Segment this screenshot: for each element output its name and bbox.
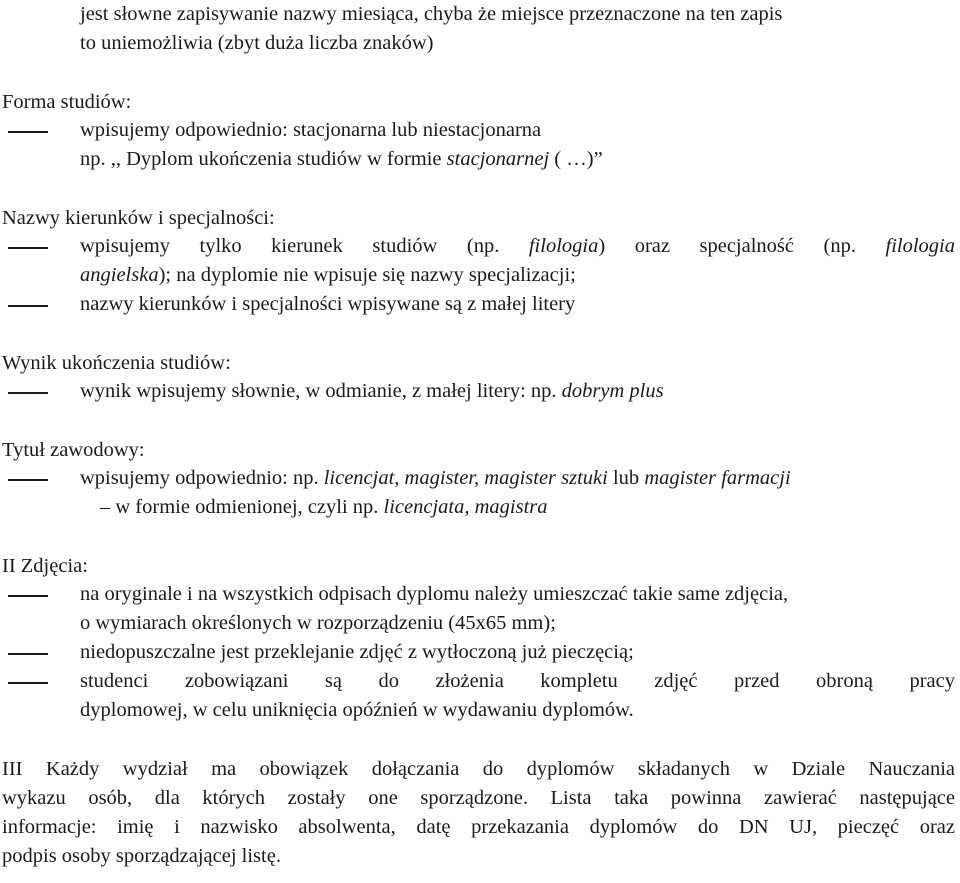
tytul-item-1-line-1: wpisujemy odpowiednio: np. licencjat, magister, magister sztuki lub magister farmacji <box>80 467 791 489</box>
bullet-dash <box>8 653 48 655</box>
kierunki-item-1-line-1: wpisujemy tylko kierunek studiów (np. filologia) oraz specjalność (np. filologia <box>80 235 955 257</box>
bullet-dash <box>8 595 48 597</box>
heading-tytul: Tytuł zawodowy: <box>2 439 145 461</box>
bullet-dash <box>8 247 48 249</box>
heading-kierunki: Nazwy kierunków i specjalności: <box>2 207 275 229</box>
heading-wynik: Wynik ukończenia studiów: <box>2 352 231 374</box>
intro-line-1: jest słowne zapisywanie nazwy miesiąca, chyba że miejsce przeznaczone na ten zapis <box>80 3 783 25</box>
kierunki-item-1-line-2: angielska); na dyplomie nie wpisuje się nazwy specjalizacji; <box>80 264 576 286</box>
zdjecia-item-1-line-2: o wymiarach określonych w rozporządzeniu (45x65 mm); <box>80 612 556 634</box>
wykaz-line-1: III Każdy wydział ma obowiązek dołączania do dyplomów składanych w Dziale Nauczania <box>2 758 955 780</box>
wynik-item-1: wynik wpisujemy słownie, w odmianie, z małej litery: np. dobrym plus <box>80 380 664 402</box>
zdjecia-item-3-line-1: studenci zobowiązani są do złożenia kompletu zdjęć przed obroną pracy <box>80 670 955 692</box>
tytul-item-1-line-2: – w formie odmienionej, czyli np. licencjata, magistra <box>100 496 548 518</box>
wykaz-line-4: podpis osoby sporządzającej listę. <box>2 845 281 867</box>
heading-zdjecia: II Zdjęcia: <box>2 555 88 577</box>
zdjecia-item-1-line-1: na oryginale i na wszystkich odpisach dyplomu należy umieszczać takie same zdjęcia, <box>80 583 789 605</box>
forma-example: np. ,, Dyplom ukończenia studiów w formie stacjonarnej ( …)” <box>80 148 603 170</box>
zdjecia-item-2: niedopuszczalne jest przeklejanie zdjęć z wytłoczoną już pieczęcią; <box>80 641 634 663</box>
bullet-dash <box>8 682 48 684</box>
wykaz-line-3: informacje: imię i nazwisko absolwenta, datę przekazania dyplomów do DN UJ, pieczęć oraz <box>2 816 955 838</box>
kierunki-item-2: nazwy kierunków i specjalności wpisywane są z małej litery <box>80 293 576 315</box>
bullet-dash <box>8 305 48 307</box>
zdjecia-item-3-line-2: dyplomowej, w celu uniknięcia opóźnień w wydawaniu dyplomów. <box>80 699 634 721</box>
bullet-dash <box>8 131 48 133</box>
intro-line-2: to uniemożliwia (zbyt duża liczba znaków) <box>80 32 434 54</box>
bullet-dash <box>8 479 48 481</box>
forma-item-1: wpisujemy odpowiednio: stacjonarna lub niestacjonarna <box>80 119 542 141</box>
bullet-dash <box>8 392 48 394</box>
wykaz-line-2: wykazu osób, dla których zostały one sporządzone. Lista taka powinna zawierać następujące <box>2 787 955 809</box>
heading-forma-studiow: Forma studiów: <box>2 91 132 113</box>
